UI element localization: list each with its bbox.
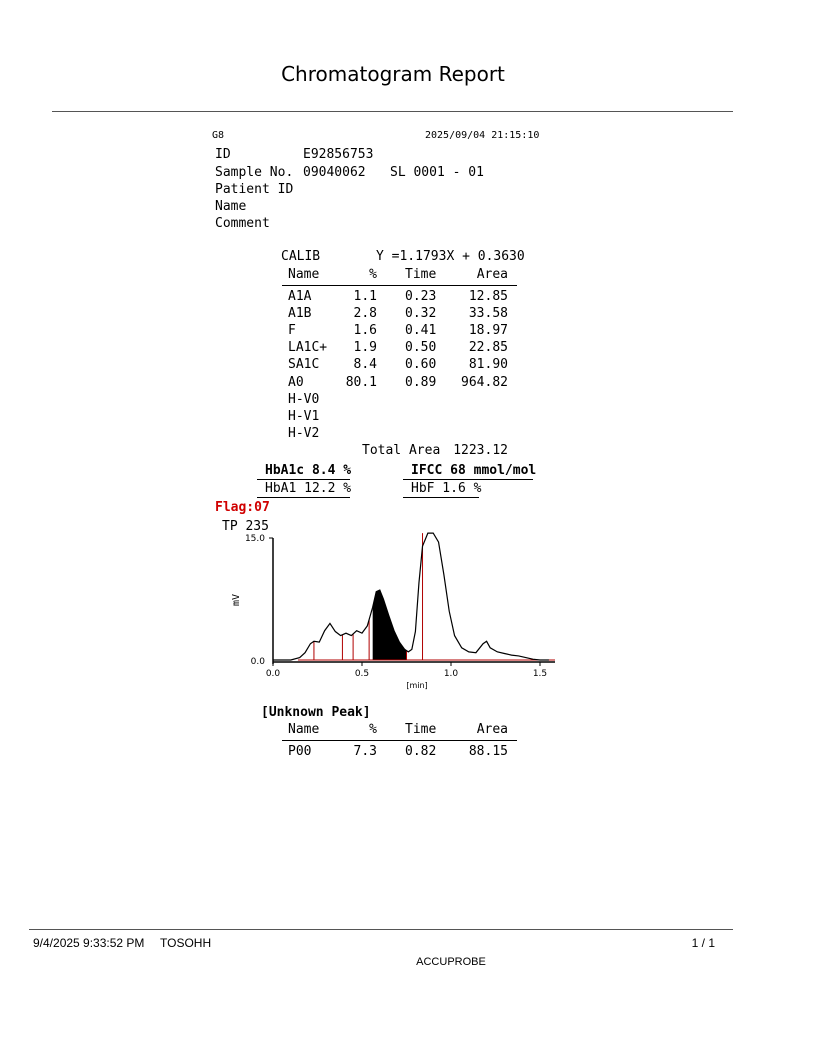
peak-row-time: 0.89 [405,374,437,390]
peak-row-name: F [288,323,296,339]
peak-row-area: 81.90 [468,357,508,373]
footer-app-name: ACCUPROBE [416,956,486,968]
y-tick-label: 0.0 [250,657,265,667]
sl-value: SL 0001 - 01 [390,165,484,180]
peak-row-time: 0.23 [405,289,437,304]
hba1-rule [257,497,350,498]
peak-row-pct: 1.6 [353,323,377,339]
total-area-value: 1223.12 [453,443,508,458]
peak-row-pct: 1.1 [353,289,377,304]
unknown-row-time: 0.82 [405,744,437,759]
hba1-result: HbA1 12.2 % [265,481,352,496]
col-header-pct: % [369,267,377,282]
shaded-peak-area [373,590,407,660]
hbf-result: HbF 1.6 % [411,481,482,496]
peak-row-name: H-V0 [288,391,320,407]
unknown-header-area: Area [476,722,508,737]
peak-row-time: 0.50 [405,340,437,356]
unknown-header-time: Time [405,722,437,737]
peak-row-name: LA1C+ [288,340,328,356]
id-label: ID [215,147,231,162]
y-unit-label: mV [231,593,242,606]
peak-row-name: H-V1 [288,408,320,424]
x-tick-label: 1.0 [443,669,459,679]
ifcc-rule [403,479,533,480]
peak-row-area: 22.85 [468,340,508,356]
peak-row-area: 12.85 [468,289,508,304]
total-area-label: Total Area [362,443,441,458]
ifcc-result: IFCC 68 mmol/mol [411,463,537,478]
flag-label: Flag:07 [215,500,270,515]
peak-row-pct: 2.8 [353,306,377,322]
x-axis-label: [min] [406,681,428,690]
col-header-time: Time [405,267,437,282]
peak-row-name: A1A [288,289,312,304]
peak-row-time: 0.60 [405,357,437,373]
sample-label: Sample No. [215,165,294,180]
calib-equation: Y =1.1793X + 0.3630 [376,249,525,264]
table-header-rule [282,285,517,286]
unknown-row-area: 88.15 [468,744,508,759]
unknown-header-name: Name [288,722,320,737]
device-code: G8 [212,130,225,141]
comment-label: Comment [215,216,270,231]
name-label: Name [215,199,247,214]
x-tick-label: 0.5 [354,669,370,679]
title-divider [52,111,733,112]
patient-id-label: Patient ID [215,182,294,197]
footer-divider [29,929,733,930]
hba1c-rule [257,479,350,480]
x-tick-label: 0.0 [265,669,281,679]
peak-row-pct: 80.1 [345,374,377,390]
peak-row-name: H-V2 [288,425,320,441]
tp-label: TP 235 [222,519,269,534]
signal-line [273,533,549,660]
hbf-rule [403,497,479,498]
peak-row-name: A0 [288,374,304,390]
peak-row-pct: 1.9 [353,340,377,356]
calib-label: CALIB [281,249,321,264]
peak-row-area: 964.82 [461,374,508,390]
peak-row-name: A1B [288,306,312,322]
sample-value: 09040062 [303,165,366,180]
peak-row-area: 18.97 [468,323,508,339]
col-header-name: Name [288,267,320,282]
peak-row-pct: 8.4 [353,357,377,373]
unknown-header-pct: % [369,722,377,737]
unknown-row-pct: 7.3 [353,744,377,759]
peak-row-area: 33.58 [468,306,508,322]
peak-row-time: 0.41 [405,323,437,339]
unknown-row-name: P00 [288,744,312,759]
id-value: E92856753 [303,147,374,162]
report-datetime: 2025/09/04 21:15:10 [425,130,540,141]
chart-plot-area [266,533,555,679]
peak-row-time: 0.32 [405,306,437,322]
page-title: Chromatogram Report [281,62,505,86]
footer-datetime: 9/4/2025 9:33:52 PM [33,936,145,950]
chromatogram-chart [215,530,575,695]
unknown-header-rule [282,740,517,741]
hba1c-result: HbA1c 8.4 % [265,463,352,478]
x-tick-label: 1.5 [532,669,548,679]
footer-page-number: 1 / 1 [691,936,715,950]
unknown-peak-title: [Unknown Peak] [261,705,371,720]
y-tick-label: 15.0 [244,534,265,544]
peak-row-name: SA1C [288,357,320,373]
col-header-area: Area [476,267,508,282]
footer-user: TOSOHH [160,936,212,950]
